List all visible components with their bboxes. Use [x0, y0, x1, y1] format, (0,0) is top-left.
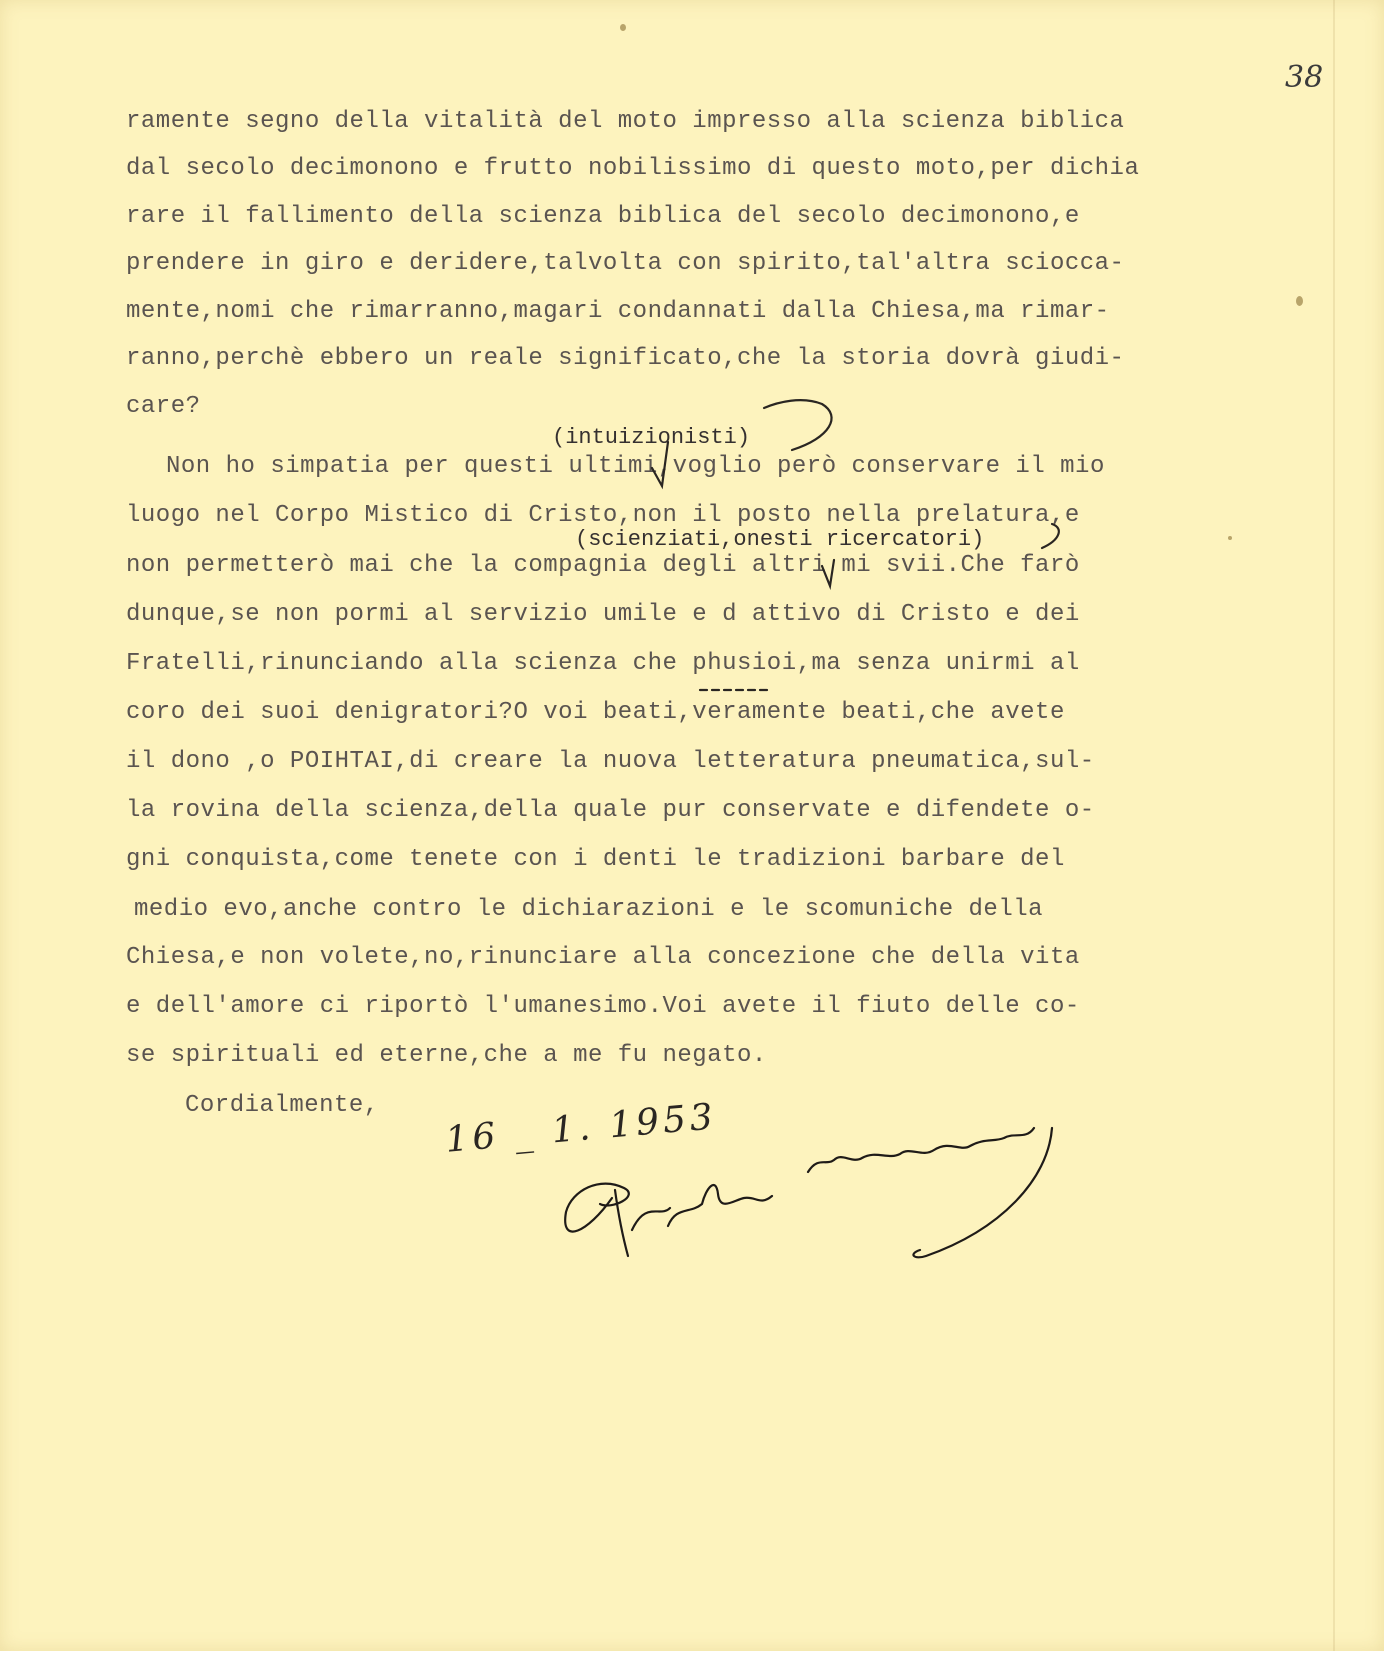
- text-line: Fratelli,rinunciando alla scienza che phusioi,ma senza unirmi al: [126, 650, 1080, 677]
- text-line: se spirituali ed eterne,che a me fu negato.: [126, 1042, 767, 1069]
- text-line: Non ho simpatia per questi ultimi,voglio però conservare il mio: [166, 453, 1105, 480]
- text-line: e dell'amore ci riportò l'umanesimo.Voi avete il fiuto delle co-: [126, 993, 1080, 1020]
- paper-fold: [1333, 0, 1335, 1651]
- text-line: coro dei suoi denigratori?O voi beati,veramente beati,che avete: [126, 699, 1065, 726]
- text-line: mente,nomi che rimarranno,magari condannati dalla Chiesa,ma rimar-: [126, 298, 1110, 325]
- signature: [565, 1128, 1052, 1257]
- ink-speck: [1228, 536, 1232, 540]
- text-line: il dono ,o POIHTAI,di creare la nuova letteratura pneumatica,sul-: [126, 748, 1095, 775]
- text-line: rare il fallimento della scienza biblica del secolo decimonono,e: [126, 203, 1080, 230]
- page-number: 38: [1285, 60, 1324, 95]
- typed-insertion-scienziati: (scienziati,onesti ricercatori): [575, 527, 985, 552]
- text-line: ramente segno della vitalità del moto impresso alla scienza biblica: [126, 108, 1125, 135]
- closing-salutation: Cordialmente,: [185, 1092, 379, 1119]
- text-line: Chiesa,e non volete,no,rinunciare alla concezione che della vita: [126, 944, 1080, 971]
- text-line: care?: [126, 393, 201, 420]
- text-line: luogo nel Corpo Mistico di Cristo,non il posto nella prelatura,e: [126, 502, 1080, 529]
- text-line: dal secolo decimonono e frutto nobilissimo di questo moto,per dichia: [126, 155, 1140, 182]
- text-line: dunque,se non pormi al servizio umile e d attivo di Cristo e dei: [126, 601, 1080, 628]
- curve-intuizionisti: [764, 400, 832, 450]
- typed-insertion-intuizionisti: (intuizionisti): [552, 425, 751, 450]
- text-line: gni conquista,come tenete con i denti le tradizioni barbare del: [126, 846, 1065, 873]
- ink-speck: [1296, 296, 1303, 306]
- text-line: non permetterò mai che la compagnia degli altri mi svii.Che farò: [126, 552, 1080, 579]
- handwritten-date: 16 _ 1. 1953: [443, 1096, 719, 1161]
- text-line: prendere in giro e deridere,talvolta con spirito,tal'altra sciocca-: [126, 250, 1125, 277]
- ink-speck: [620, 24, 626, 31]
- text-line: medio evo,anche contro le dichiarazioni e le scomuniche della: [134, 896, 1044, 923]
- text-line: la rovina della scienza,della quale pur conservate e difendete o-: [126, 797, 1095, 824]
- text-line: ranno,perchè ebbero un reale significato,che la storia dovrà giudi-: [126, 345, 1125, 372]
